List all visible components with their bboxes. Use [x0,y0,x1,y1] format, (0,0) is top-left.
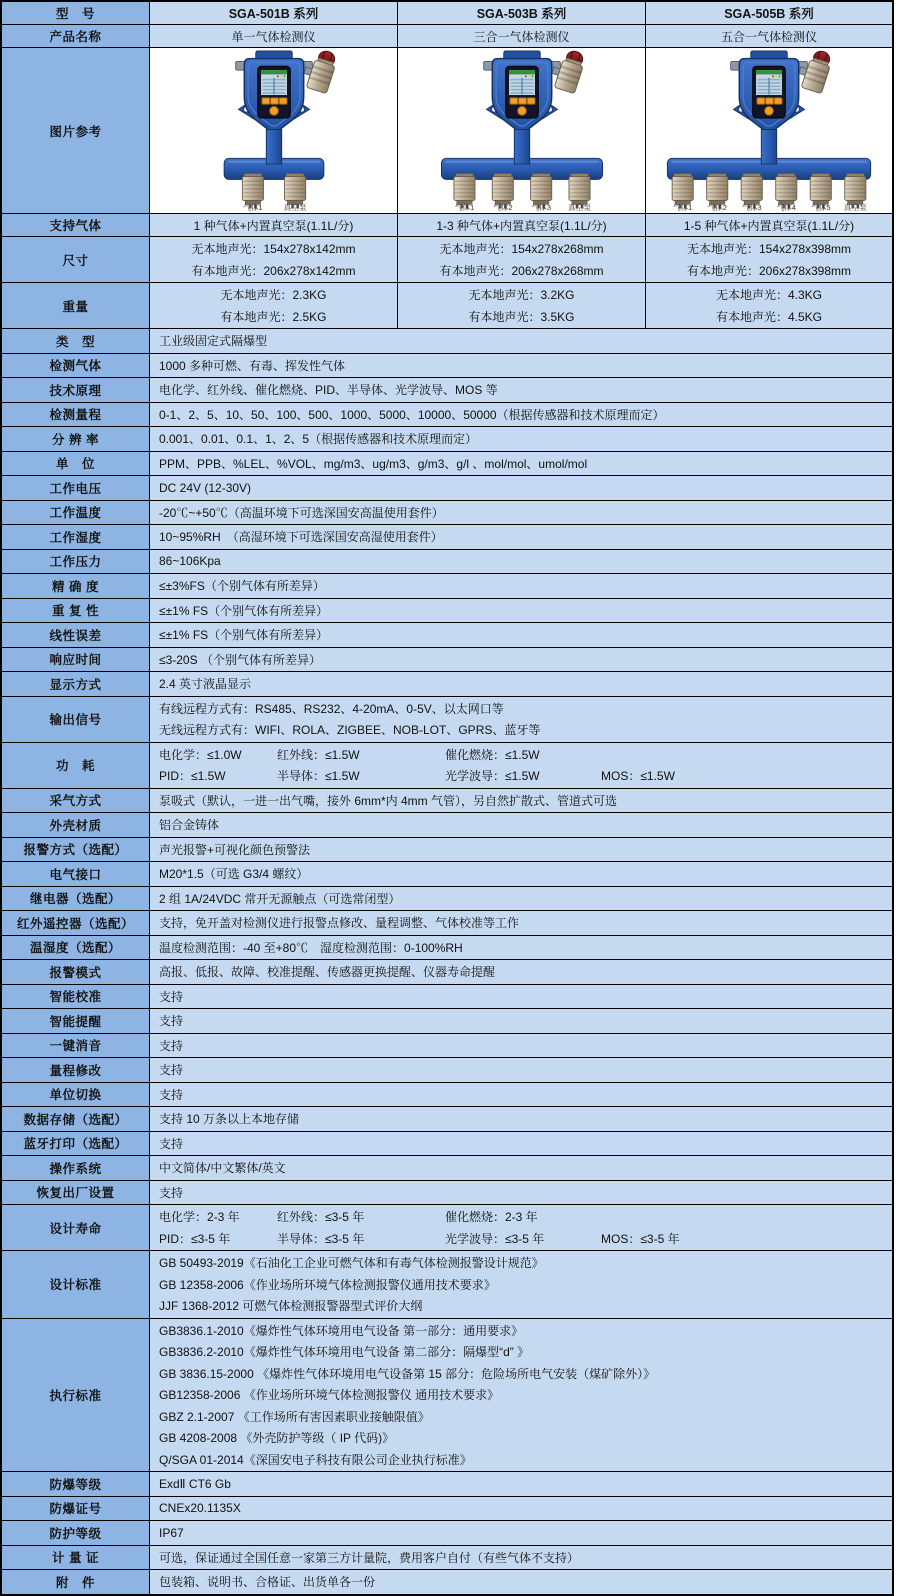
row-value [150,743,892,788]
row-value [150,838,892,862]
row-value-text: 86~106Kpa [159,554,221,569]
sensor-label: 气体3 [530,203,551,212]
row-label: 线性误差 [2,623,150,647]
sensor-label: 气体2 [707,203,728,212]
row-value [150,1472,892,1496]
row-label: 检测量程 [2,403,150,427]
row-value [150,1319,892,1472]
sensor-label: 气体4 [776,203,797,212]
row-value [150,862,892,886]
row-value-text: DC 24V (12-30V) [159,480,252,495]
row-value-text: 支持，免开盖对检测仪进行报警点修改、量程调整、气体校准等工作 [159,916,520,931]
row-label: 型 号 [2,2,150,24]
row-value-line: GB 4208-2008 《外壳防护等级（ IP 代码)》 [159,1431,395,1446]
sensor-label: 气体1 [672,203,693,212]
sensor-label: 气体1 [454,203,474,212]
spec-row [2,1205,892,1251]
row-value-text: 可选，保证通过全国任意一家第三方计量院，费用客户自付（有些气体不支持） [159,1550,580,1565]
spec-row [2,1319,892,1473]
row-value-line [150,1228,892,1250]
spec-row [2,1570,892,1594]
row-label: 蓝牙打印（选配） [2,1132,150,1156]
model-cell: SGA-501B 系列 [150,2,398,24]
row-label: 工作压力 [2,550,150,574]
row-label: 类 型 [2,329,150,353]
product-name-cell: 三合一气体检测仪 [398,25,646,47]
weight-line: 有本地声光：2.5KG [220,309,327,324]
row-value [150,623,892,647]
row-value [150,1083,892,1107]
row-value [150,1132,892,1156]
row-value-text: 支持 [159,1038,184,1053]
spec-row [2,1251,892,1319]
spec-row [2,1521,892,1546]
spec-row [2,550,892,575]
row-value-text: M20*1.5（可选 G3/4 螺纹） [159,867,309,882]
row-value-text: 10~95%RH （高湿环境下可选深国安高湿使用套件） [159,530,443,545]
spec-row [2,697,892,743]
row-value-segment: 催化燃烧：≤1.5W [445,747,540,762]
row-value-segment: 红外线：≤3-5 年 [277,1210,365,1225]
row-value [150,911,892,935]
row-value-segment: MOS：≤1.5W [601,769,675,784]
row-label: 量程修改 [2,1058,150,1082]
spec-row [2,1156,892,1181]
row-value-text: 高报、低报、故障、校准提醒、传感器更换提醒、仪器寿命提醒 [159,965,496,980]
sensor-label: 气体1 [242,203,263,212]
spec-row [2,1083,892,1108]
row-value [150,1034,892,1058]
row-label: 设计标准 [2,1251,150,1318]
row-value-segment: 半导体：≤3-5 年 [277,1231,365,1246]
row-value [150,1181,892,1205]
row-label: 操作系统 [2,1156,150,1180]
spec-row [2,1497,892,1522]
row-value [150,985,892,1009]
gas-detector-image [399,49,645,212]
row-value-segment: PID：≤3-5 年 [159,1231,231,1246]
row-value [150,550,892,574]
row-value-text: 工业级固定式隔爆型 [159,334,268,349]
spec-row [2,1107,892,1132]
row-label: 设计寿命 [2,1205,150,1250]
image-row [2,48,892,214]
dimensions-cell [398,237,646,282]
dimensions-cell [646,237,892,282]
row-value-segment: PID：≤1.5W [159,769,226,784]
row-value [150,813,892,837]
row-label: 工作电压 [2,476,150,500]
row-value-line [150,744,892,766]
row-value [150,887,892,911]
row-label: 重 复 性 [2,599,150,623]
row-value-segment: 光学波导：≤1.5W [445,769,540,784]
weight-line: 无本地声光：4.3KG [715,288,823,303]
row-label: 智能校准 [2,985,150,1009]
row-value [150,525,892,549]
gas-support-row [2,214,892,237]
model-cell: SGA-503B 系列 [398,2,646,24]
row-value [150,452,892,476]
row-value-text: 支持 [159,1136,184,1151]
row-label: 电气接口 [2,862,150,886]
product-image-cell [646,48,892,213]
spec-row [2,789,892,814]
row-value [150,648,892,672]
row-value-text: -20℃~+50℃（高温环境下可选深国安高温使用套件） [159,505,444,520]
row-label: 分 辨 率 [2,427,150,451]
row-value-line: GB 3836.15-2000 《爆炸性气体环境用电气设备第 15 部分：危险场所电气安装（煤矿除外）》 [159,1366,656,1381]
row-value [150,329,892,353]
row-value [150,1107,892,1131]
row-value-line [150,1206,892,1228]
spec-row [2,960,892,985]
dimension-line: 有本地声光：206x278x142mm [191,263,356,278]
row-value-text: 中文简体/中文繁体/英文 [159,1161,286,1176]
row-value-segment: MOS：≤3-5 年 [601,1231,680,1246]
spec-row [2,672,892,697]
spec-row [2,838,892,863]
gas-detector-image [151,49,397,212]
row-label: 精 确 度 [2,574,150,598]
row-value-text: 支持 [159,1014,184,1029]
row-value-text: 0-1、2、5、10、50、100、500、1000、5000、10000、50000（根据传感器和技术原理而定） [159,407,665,422]
row-value-line: GB3836.2-2010《爆炸性气体环境用电气设备 第二部分：隔爆型“d” 》 [159,1345,530,1360]
spec-row [2,378,892,403]
row-label: 防爆证号 [2,1497,150,1521]
row-label: 继电器（选配） [2,887,150,911]
row-label: 防爆等级 [2,1472,150,1496]
row-value-segment: 电化学：≤1.0W [159,747,242,762]
dimension-line: 无本地声光：154x278x398mm [686,242,852,257]
dimension-line: 无本地声光：154x278x268mm [439,242,604,257]
spec-row [2,1034,892,1059]
spec-row [2,911,892,936]
spec-row [2,403,892,428]
row-value [150,672,892,696]
row-label: 响应时间 [2,648,150,672]
weight-line: 有本地声光：3.5KG [468,309,575,324]
row-value-text: 泵吸式（默认，一进一出气嘴，接外 6mm*内 4mm 气管），另自然扩散式、管道式可选 [159,793,618,808]
row-label: 显示方式 [2,672,150,696]
sensor-label: 真空泵 [843,203,867,212]
product-name-cell: 五合一气体检测仪 [720,29,817,44]
row-value-line: JJF 1368-2012 可燃气体检测报警器型式评价大纲 [159,1299,423,1314]
product-name-cell: 单一气体检测仪 [150,25,398,47]
spec-row [2,452,892,477]
spec-row [2,476,892,501]
spec-rows-container [2,329,892,1594]
dimension-line: 无本地声光：154x278x142mm [191,242,356,257]
row-value [150,1497,892,1521]
row-value-text: 支持 [159,1087,184,1102]
spec-row [2,599,892,624]
sensor-label: 真空泵 [567,203,591,212]
spec-row [2,623,892,648]
row-value-text: CNEx20.1135X [159,1501,241,1516]
weight-cell [646,283,892,328]
row-label: 技术原理 [2,378,150,402]
row-label: 检测气体 [2,354,150,378]
row-value [150,1546,892,1570]
row-value-text: 电化学、红外线、催化燃烧、PID、半导体、光学波导、MOS 等 [159,383,498,398]
row-label: 功 耗 [2,743,150,788]
row-value-segment: 红外线：≤1.5W [277,747,360,762]
row-label: 报警模式 [2,960,150,984]
row-value [150,354,892,378]
spec-row [2,1132,892,1157]
gas-support-cell: 1 种气体+内置真空泵(1.1L/分) [150,214,398,236]
gas-support-cell: 1-5 种气体+内置真空泵(1.1L/分) [683,218,855,233]
spec-row [2,1009,892,1034]
dimensions-cell [150,237,398,282]
row-value [150,789,892,813]
row-value-text: ≤±1% FS（个别气体有所差异） [159,603,329,618]
row-label: 产品名称 [2,25,150,47]
sensor-label: 气体3 [741,203,762,212]
sensor-label: 真空泵 [283,203,307,212]
row-value-line: GB 50493-2019《石油化工企业可燃气体和有毒气体检测报警设计规范》 [159,1256,544,1271]
row-value [150,501,892,525]
row-value-text: ≤±1% FS（个别气体有所差异） [159,628,329,643]
row-value [150,1205,892,1250]
row-label: 工作湿度 [2,525,150,549]
weight-cell [150,283,398,328]
row-value-line: 无线远程方式有：WIFI、ROLA、ZIGBEE、NOB-LOT、GPRS、蓝牙等 [159,723,541,738]
product-image-cell [398,48,646,213]
row-value-line: GB3836.1-2010《爆炸性气体环境用电气设备 第一部分：通用要求》 [159,1323,524,1338]
row-label: 支持气体 [2,214,150,236]
spec-row [2,574,892,599]
spec-row [2,936,892,961]
row-label: 单位切换 [2,1083,150,1107]
weight-line: 有本地声光：4.5KG [715,309,823,324]
row-label: 红外遥控器（选配） [2,911,150,935]
spec-row [2,1181,892,1206]
row-value-text: IP67 [159,1525,184,1540]
row-label: 报警方式（选配） [2,838,150,862]
row-label: 防护等级 [2,1521,150,1545]
spec-row [2,1472,892,1497]
model-row [2,2,892,25]
row-value-text: 支持 [159,989,184,1004]
row-value [150,697,892,742]
sensor-label: 气体2 [492,203,513,212]
row-value [150,574,892,598]
row-value-text: 支持 10 万条以上本地存储 [159,1112,300,1127]
row-value [150,1058,892,1082]
spec-row [2,648,892,673]
row-value-text: 声光报警+可视化颜色预警法 [159,842,311,857]
row-label: 执行标准 [2,1319,150,1472]
spec-row [2,501,892,526]
row-value-text: PPM、PPB、%LEL、%VOL、mg/m3、ug/m3、g/m3、g/l 、mol/mol、umol/mol [159,456,588,471]
row-label: 输出信号 [2,697,150,742]
row-value-line [150,765,892,787]
row-value-text: 包装箱、说明书、合格证、出货单各一份 [159,1575,376,1590]
weight-cell [398,283,646,328]
row-value-segment: 电化学：2-3 年 [159,1210,240,1225]
row-label: 外壳材质 [2,813,150,837]
row-value [150,960,892,984]
product-name-row [2,25,892,48]
sensor-label: 气体5 [810,203,831,212]
gas-detector-image [646,49,892,212]
row-value [150,378,892,402]
row-value-text: 0.001、0.01、0.1、1、2、5（根据传感器和技术原理而定） [159,432,478,447]
row-value-segment: 催化燃烧：2-3 年 [445,1210,538,1225]
row-label: 一键消音 [2,1034,150,1058]
row-value-line: 有线远程方式有：RS485、RS232、4-20mA、0-5V、以太网口等 [159,701,504,716]
row-value-text: ≤±3%FS（个别气体有所差异） [159,579,325,594]
spec-row [2,743,892,789]
row-label: 智能提醒 [2,1009,150,1033]
row-value [150,936,892,960]
row-value-text: 2 组 1A/24VDC 常开无源触点（可选常闭型） [159,891,401,906]
weight-line: 无本地声光：3.2KG [468,288,575,303]
row-value [150,476,892,500]
row-value-text: 1000 多种可燃、有毒、挥发性气体 [159,358,346,373]
model-cell: SGA-505B 系列 [724,7,814,21]
row-value-line: GB12358-2006 《作业场所环境气体检测报警仪 通用技术要求》 [159,1388,500,1403]
spec-row [2,813,892,838]
spec-row [2,525,892,550]
row-label: 工作温度 [2,501,150,525]
row-value-segment: 半导体：≤1.5W [277,769,360,784]
row-value [150,1251,892,1318]
spec-row [2,985,892,1010]
row-value [150,599,892,623]
row-label: 采气方式 [2,789,150,813]
spec-row [2,862,892,887]
row-value-text: 支持 [159,1185,184,1200]
row-value-segment: 光学波导：≤3-5 年 [445,1231,545,1246]
gas-support-cell: 1-3 种气体+内置真空泵(1.1L/分) [398,214,646,236]
row-label: 单 位 [2,452,150,476]
row-value [150,1521,892,1545]
weight-row [2,283,892,329]
row-value-text: ExdⅡ CT6 Gb [159,1476,231,1491]
spec-row [2,329,892,354]
weight-line: 无本地声光：2.3KG [220,288,327,303]
spec-row [2,427,892,452]
dimensions-row [2,237,892,283]
row-label: 尺寸 [2,237,150,282]
spec-row [2,1058,892,1083]
row-value [150,403,892,427]
row-value-line: GBZ 2.1-2007 《工作场所有害因素职业接触限值》 [159,1409,430,1424]
row-label: 温湿度（选配） [2,936,150,960]
spec-row [2,354,892,379]
row-value-text: 铝合金铸体 [159,818,220,833]
row-value-text: ≤3-20S （个别气体有所差异） [159,652,321,667]
dimension-line: 有本地声光：206x278x268mm [439,263,604,278]
row-value [150,427,892,451]
product-image-cell [150,48,398,213]
row-value [150,1570,892,1594]
spec-row [2,1546,892,1571]
row-label: 附 件 [2,1570,150,1594]
spec-row [2,887,892,912]
dimension-line: 有本地声光：206x278x398mm [686,263,852,278]
row-value [150,1156,892,1180]
row-value-text: 温度检测范围：-40 至+80℃ 湿度检测范围：0-100%RH [159,940,463,955]
row-value-text: 2.4 英寸液晶显示 [159,677,252,692]
row-label: 图片参考 [2,48,150,213]
row-label: 恢复出厂设置 [2,1181,150,1205]
row-label: 计 量 证 [2,1546,150,1570]
row-value-text: 支持 [159,1063,184,1078]
row-value-line: Q/SGA 01-2014《深国安电子科技有限公司企业执行标准》 [159,1452,472,1467]
row-label: 数据存储（选配） [2,1107,150,1131]
row-label: 重量 [2,283,150,328]
row-value [150,1009,892,1033]
row-value-line: GB 12358-2006《作业场所环境气体检测报警仪通用技术要求》 [159,1277,496,1292]
